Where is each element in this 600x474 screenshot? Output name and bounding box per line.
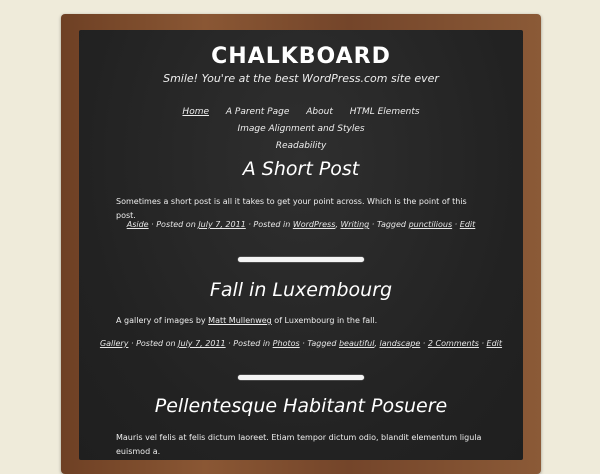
excerpt-text: A gallery of images by (116, 316, 206, 325)
post-date-link[interactable]: July 7, 2011 (198, 220, 246, 229)
nav-item-about[interactable]: About (306, 107, 333, 117)
nav-item-parent-page[interactable]: A Parent Page (225, 107, 290, 117)
category-link[interactable]: Writing (340, 220, 370, 229)
post-excerpt: Sometimes a short post is all it takes to get your point across. Which is the point of this post. (116, 197, 467, 220)
excerpt-text: of Luxembourg in the fall. (274, 316, 378, 325)
nav-item-image-alignment[interactable]: Image Alignment and Styles (237, 124, 365, 134)
post-meta: Aside · Posted on July 7, 2011 · Posted in WordPress, Writing · Tagged punctilious · Edit (126, 220, 476, 229)
posted-on-label: Posted on (136, 339, 176, 348)
post-divider (238, 257, 364, 262)
posted-on-label: Posted on (156, 220, 196, 229)
category-link[interactable]: WordPress (292, 220, 336, 229)
post-excerpt: Mauris vel felis at felis dictum laoreet. Etiam tempor dictum odio, blandit elementum ligula euismod a. (116, 433, 482, 456)
posted-in-label: Posted in (233, 339, 271, 348)
comments-link[interactable]: 2 Comments (427, 339, 479, 348)
edit-link[interactable]: Edit (459, 220, 476, 229)
author-link[interactable]: Matt Mullenweg (208, 316, 272, 325)
post-divider (238, 375, 364, 380)
chalkboard (79, 30, 523, 460)
nav-item-home[interactable]: Home (182, 107, 209, 117)
site-tagline: Smile! You're at the best WordPress.com site ever (163, 72, 439, 85)
post-date-link[interactable]: July 7, 2011 (178, 339, 226, 348)
tagged-label: Tagged (307, 339, 337, 348)
main-navigation (119, 104, 483, 155)
post-meta: Gallery · Posted on July 7, 2011 · Posted in Photos · Tagged beautiful, landscape · 2 Comments · Edit (99, 339, 503, 348)
nav-item-html-elements[interactable]: HTML Elements (349, 107, 420, 117)
edit-link[interactable]: Edit (486, 339, 503, 348)
post-format-link[interactable]: Gallery (99, 339, 129, 348)
post-excerpt (116, 314, 486, 328)
tagged-label: Tagged (376, 220, 407, 229)
tag-link[interactable]: punctilious (408, 220, 453, 229)
tag-link[interactable]: beautiful (338, 339, 375, 348)
post-format-link[interactable]: Aside (126, 220, 149, 229)
nav-item-readability[interactable]: Readability (275, 141, 327, 151)
post-title[interactable]: Pellentesque Habitant Posuere (154, 395, 448, 417)
posted-in-label: Posted in (253, 220, 291, 229)
tag-link[interactable]: landscape (379, 339, 421, 348)
post-title[interactable]: A Short Post (242, 158, 360, 180)
site-title[interactable]: CHALKBOARD (211, 44, 391, 69)
category-link[interactable]: Photos (272, 339, 300, 348)
post-title[interactable]: Fall in Luxembourg (209, 279, 393, 301)
